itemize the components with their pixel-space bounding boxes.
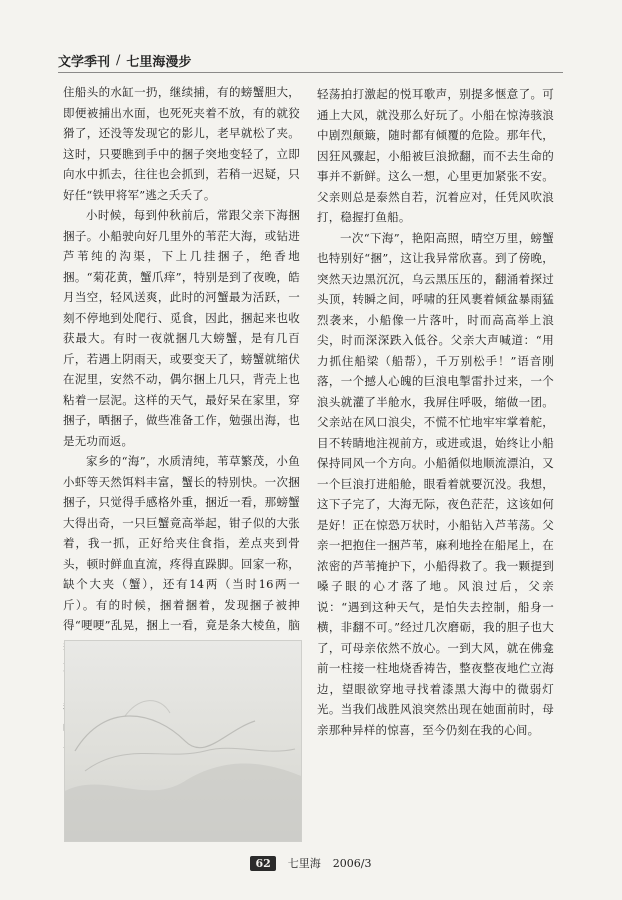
right-column <box>317 84 554 737</box>
footer-issue: 2006/3 <box>332 856 372 870</box>
paragraph: 住船头的水缸一扔，继续捕，有的螃蟹胆大，即便被捕出水面，也死死夹着不放，有的就狡猾了，还没等发现它的影儿，老早就松了夹。这时，只要瞧到手中的捆子突地变轻了，立即向水中抓去，往往也会抓到，若稍一迟疑，只好任“铁甲将军”逃之夭夭了。 <box>63 85 300 202</box>
wave-sketch <box>65 641 301 841</box>
running-header <box>58 46 243 74</box>
header-rule <box>58 72 563 73</box>
faded-illustration <box>64 640 302 842</box>
paragraph: 一次“下海”，艳阳高照，晴空万里，螃蟹也特别好“捆”，这让我异常欣喜。到了傍晚，突然天边黑沉沉，乌云黑压压的，翻涌着探过头顶，转瞬之间，呼啸的狂风裹着倾盆暴雨猛烈袭来，小船像一片落叶，时而高高举上浪尖，时而深深跌入低谷。父亲大声喊道：“用力抓住船梁（船帮），千万别松手！”语音刚落，一个撼人心魄的巨浪电掣雷扑过来，一个浪头就灌了半舱水，我屏住呼吸，缩做一团。父亲站在风口浪尖，不慌不忙地牢牢掌着舵，目不转睛地注视前方，或进或退，始终让小船保持同风一个方向。小船循似地顺流漂泊，又一个巨浪打进船舱，眼看着就要沉没。我想，这下子完了，大海无际，夜色茫茫，这该如何是好！正在惊恐万状时，小船钻入芦苇荡。父亲一把抱住一捆芦苇，麻利地拴在船尾上，在浓密的芦苇掩护下，小船得救了。我一颗提到嗓子眼的心才落了地。风浪过后，父亲说：“遇到这种天气，是怕失去控制，船身一横，非翻不可。”经过几次磨砺，我的胆子也大了，可母亲依然不放心。一到大风，就在佛龛前一柱接一柱地烧香祷告，整夜整夜地伫立海边，望眼欲穿地寻找着漆黑大海中的微弱灯光。当我们战胜风浪突然出现在她面前时，母亲那种异样的惊喜，至今仍刻在我的心间。 <box>317 230 554 737</box>
left-column <box>63 82 300 647</box>
page-footer <box>0 852 622 874</box>
page-number: 62 <box>250 856 275 871</box>
paragraph: 小时候，每到仲秋前后，常跟父亲下海捆捆子。小船驶向好几里外的苇茫大海，或钻进芦苇纯的沟渠，下上几挂捆子，绝香地捆。“菊花黄，蟹爪痒”，特别是到了夜晚，皓月当空，轻风送爽，此时的河蟹最为活跃，一刻不停地到处爬行、觅食，因此，捆起来也收获最大。有时一夜就捆几大螃蟹，是有几百斤，若遇上阴雨天，或要变天了，螃蟹就缩伏在泥里，安然不动，偶尔捆上几只，背壳上也粘着一层泥。这样的天气，最好呆在家里，穿捆子，晒捆子，做些准备工作，勉强出海，也是无功而返。 <box>63 208 300 448</box>
paragraph: 轻荡拍打激起的悦耳歌声，别提多惬意了。可通上大风，就没那么好玩了。小船在惊涛骇浪中剧烈颠簸，随时都有倾覆的危险。那年代，因狂风骤起，小船被巨浪掀翻，而不去生命的事并不新鲜。这么一想，心里更加紧张不安。父亲则总是泰然自若，沉着应对，任凭风吹浪打，稳握打鱼船。 <box>317 87 554 224</box>
footer-journal: 七里海 <box>287 857 321 870</box>
journal-name: 文学季刊 <box>58 54 111 70</box>
header-separator: / <box>116 52 121 68</box>
paragraph: 家乡的“海”，水质清纯，苇草繁茂，小鱼小虾等天然饵料丰富，蟹长的特别快。一次捆捆子，只觉得手感格外重，捆近一看，那螃蟹大得出奇，一只巨蟹竟高举起，钳子似的大张着，我一抓，正好给夹住食指，差点夹到骨头，顿时鲜血直流，疼得直跺脚。回家一称，缺个大夹（蟹），还有14两（当时16两一斤）。有的时候，捆着捆着，发现捆子被抻得“哽哽”乱晃，捆上一看，竟是条大棱鱼，脑 <box>63 454 300 632</box>
section-title: 七里海漫步 <box>126 54 192 70</box>
